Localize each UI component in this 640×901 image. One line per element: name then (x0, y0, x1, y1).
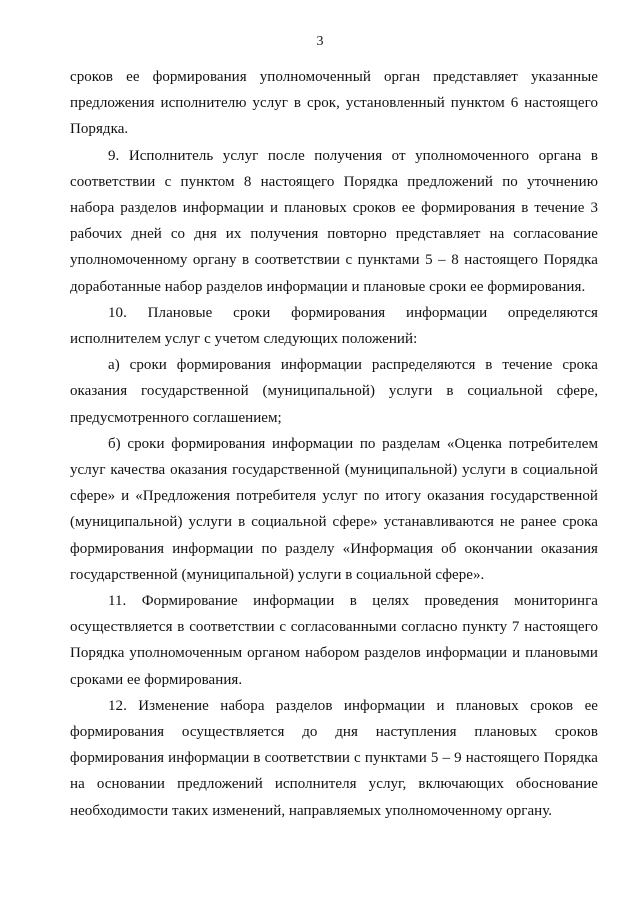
page-number: 3 (316, 34, 324, 49)
paragraph-item-10: 10. Плановые сроки формирования информации определяются исполнителем услуг с учетом следующих положений: (70, 304, 598, 348)
document-body (70, 64, 598, 824)
paragraph-item-9: 9. Исполнитель услуг после получения от уполномоченного органа в соответствии с пунктом 8 настоящего Порядка предложений по уточнению набора разделов информации и плановых сроков ее формирования в течение 3 рабочих дней со дня их получения повторно представляет на согласование уполномоченному органу в соответствии с пунктами 5 – 8 настоящего Порядка доработанные набор разделов информации и плановые сроки ее формирования. (70, 147, 598, 295)
paragraph-item-11: 11. Формирование информации в целях проведения мониторинга осуществляется в соответствии с согласованными согласно пункту 7 настоящего Порядка уполномоченным органом набором разделов информации и плановыми сроками ее формирования. (70, 593, 598, 688)
paragraph-item-12: 12. Изменение набора разделов информации и плановых сроков ее формирования осуществляется до дня наступления плановых сроков формирования информации в соответствии с пунктами 5 – 9 настоящего Порядка на основании предложений исполнителя услуг, включающих обоснование необходимости таких изменений, направляемых уполномоченному органу. (70, 697, 598, 819)
paragraph-subitem-b: б) сроки формирования информации по разделам «Оценка потребителем услуг качества оказания государственной (муниципальной) услуги в социальной сфере» и «Предложения потребителя услуг по итогу оказания государственной (муниципальной) услуги в социальной сфере» устанавливаются не ранее срока формирования информации по разделу «Информация об окончании оказания государственной (муниципальной) услуги в социальной сфере». (70, 435, 598, 583)
paragraph-subitem-a: а) сроки формирования информации распределяются в течение срока оказания государственной (муниципальной) услуги в социальной сфере, предусмотренного соглашением; (70, 357, 598, 426)
paragraph-continuation: сроков ее формирования уполномоченный орган представляет указанные предложения исполнителю услуг в срок, установленный пунктом 6 настоящего Порядка. (70, 69, 598, 138)
